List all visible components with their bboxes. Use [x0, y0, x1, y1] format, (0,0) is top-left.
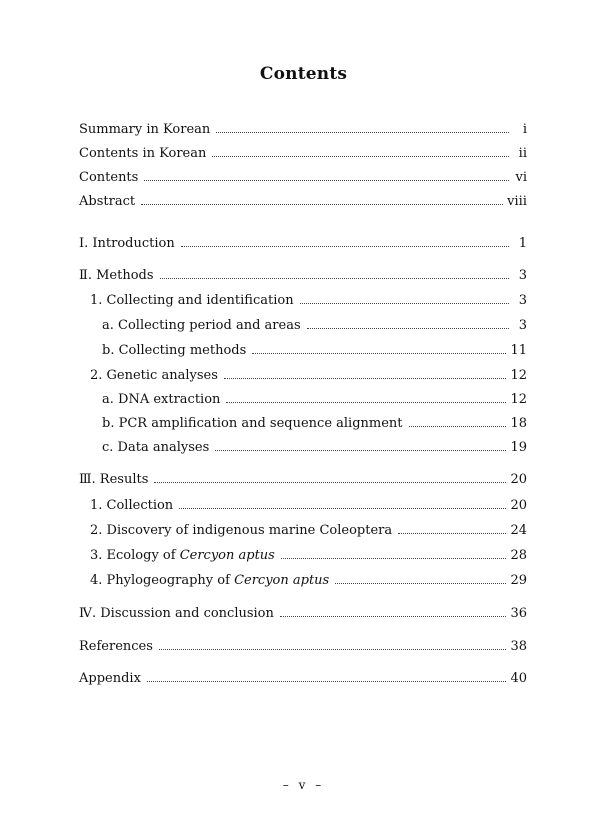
dot-leader: [154, 482, 506, 483]
page-title: Contents: [259, 64, 348, 84]
toc-entry-contents-in-korean[interactable]: Contents in Korean ii: [79, 146, 527, 161]
dot-leader: [181, 246, 509, 247]
toc-entry-discovery-marine-coleoptera[interactable]: 2. Discovery of indigenous marine Coleoptera 24: [90, 523, 527, 538]
toc-entry-collection[interactable]: 1. Collection 20: [90, 498, 527, 513]
dot-leader: [216, 132, 509, 133]
toc-entry-genetic-analyses[interactable]: 2. Genetic analyses 12: [90, 368, 527, 383]
toc-entry-contents[interactable]: Contents vi: [79, 170, 527, 185]
species-name: Cercyon aptus: [234, 573, 330, 588]
dot-leader: [226, 402, 506, 403]
toc-entry-collecting-and-identification[interactable]: 1. Collecting and identification 3: [90, 293, 527, 308]
toc-entry-pcr-amplification[interactable]: b. PCR amplification and sequence alignment 18: [102, 416, 527, 431]
toc-entry-summary-in-korean[interactable]: Summary in Korean i: [79, 122, 527, 137]
page-number: 3: [518, 318, 527, 333]
dot-leader: [212, 156, 509, 157]
page-number: 1: [518, 236, 527, 251]
dot-leader: [224, 378, 507, 379]
dot-leader: [281, 558, 507, 559]
page-number: 3: [518, 268, 527, 283]
dot-leader: [335, 583, 506, 584]
page-number: 29: [510, 573, 527, 588]
toc-entry-data-analyses[interactable]: c. Data analyses 19: [102, 440, 527, 455]
toc-entry-collecting-period-and-areas[interactable]: a. Collecting period and areas 3: [102, 318, 527, 333]
toc-entry-appendix[interactable]: Appendix 40: [79, 671, 527, 686]
dot-leader: [252, 353, 506, 354]
page-number: 24: [510, 523, 527, 538]
dot-leader: [141, 204, 503, 205]
dot-leader: [280, 616, 507, 617]
toc-entry-methods[interactable]: Ⅱ. Methods 3: [79, 268, 527, 283]
toc-entry-results[interactable]: Ⅲ. Results 20: [79, 472, 527, 487]
page-number: 12: [510, 368, 527, 383]
page-number: vi: [515, 170, 527, 185]
page-footer-number: – v –: [282, 778, 325, 792]
dot-leader: [179, 508, 506, 509]
page-number: 11: [510, 343, 527, 358]
toc-entry-collecting-methods[interactable]: b. Collecting methods 11: [102, 343, 527, 358]
toc-entry-references[interactable]: References 38: [79, 639, 527, 654]
page-number: 20: [510, 498, 527, 513]
page-number: 18: [510, 416, 527, 431]
toc-entry-discussion-and-conclusion[interactable]: Ⅳ. Discussion and conclusion 36: [79, 606, 527, 621]
page-number: 3: [518, 293, 527, 308]
page-number: 12: [510, 392, 527, 407]
page-number: 38: [510, 639, 527, 654]
species-name: Cercyon aptus: [179, 548, 275, 563]
page-number: ii: [518, 146, 527, 161]
toc-entry-ecology-cercyon-aptus[interactable]: 3. Ecology of Cercyon aptus 28: [90, 548, 527, 563]
dot-leader: [159, 649, 507, 650]
dot-leader: [300, 303, 509, 304]
toc-entry-phylogeography-cercyon-aptus[interactable]: 4. Phylogeography of Cercyon aptus 29: [90, 573, 527, 588]
dot-leader: [147, 681, 507, 682]
dot-leader: [398, 533, 506, 534]
dot-leader: [144, 180, 509, 181]
toc-entry-abstract[interactable]: Abstract ⅷ: [79, 194, 527, 209]
page-number: 40: [510, 671, 527, 686]
dot-leader: [160, 278, 509, 279]
page-number: 20: [510, 472, 527, 487]
page-number: i: [522, 122, 527, 137]
page-number: 19: [510, 440, 527, 455]
page-number: ⅷ: [507, 194, 527, 209]
toc-entry-introduction[interactable]: Ⅰ. Introduction 1: [79, 236, 527, 251]
dot-leader: [307, 328, 509, 329]
toc-entry-dna-extraction[interactable]: a. DNA extraction 12: [102, 392, 527, 407]
dot-leader: [409, 426, 507, 427]
dot-leader: [215, 450, 506, 451]
page-number: 36: [510, 606, 527, 621]
page-number: 28: [510, 548, 527, 563]
